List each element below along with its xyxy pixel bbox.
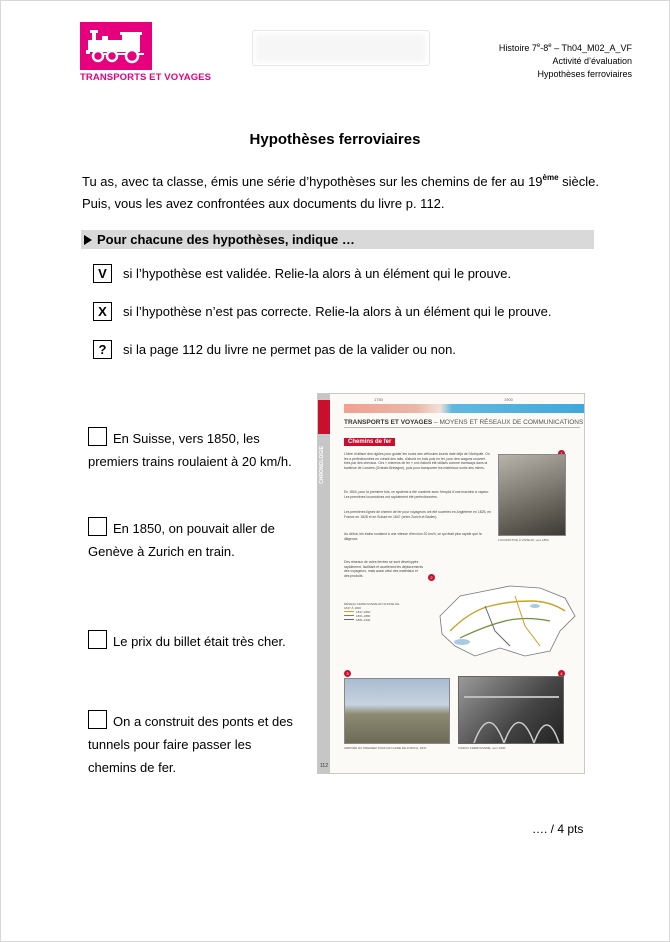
instruction-bar [81,230,594,249]
answer-checkbox[interactable] [88,517,107,536]
book-photo-caption: LOCOMOTIVE À VAPEUR, vers 1850 [498,538,549,542]
book-heading: TRANSPORTS ET VOYAGES – MOYENS ET RÉSEAUX DE COMMUNICATIONS [344,419,584,426]
legend-invalid [93,302,552,321]
book-photo-caption: VIADUC FERROVIAIRE, vers 1900 [458,746,506,750]
hypothesis-text: En Suisse, vers 1850, les premiers trains roulaient à 20 km/h. [88,431,292,469]
book-strip-label: CHRONOLOGIE [319,446,325,484]
answer-checkbox[interactable] [88,630,107,649]
book-rule [344,427,580,428]
book-map-switzerland [430,576,580,666]
answer-checkbox[interactable] [88,710,107,729]
book-photo-station [344,678,450,744]
book-paragraph: Les premières lignes de chemin de fer pour voyageurs ont été ouvertes en Angleterre en 1825, en France en 1828 et en Suisse en 1847 (entre Zurich et Baden). [344,510,492,519]
legend-text: si l’hypothèse est validée. Relie-la alors à un élément qui le prouve. [123,266,512,281]
legend-valid [93,264,511,283]
legend-text: si l’hypothèse n’est pas correcte. Relie-la alors à un élément qui le prouve. [123,304,552,319]
book-timeline [344,404,584,413]
train-icon [84,26,148,66]
book-side-strip [318,394,330,773]
legend-symbol: X [93,302,112,321]
book-paragraph: En 1804, pour la première fois, ce système a été combiné avec l’emploi d’une machine à vapeur. Les premières locomotives ont rapidement été perfectionnées. [344,490,490,499]
book-paragraph: L’idée d’utiliser des rigoles pour guider les roues des véhicules lourds date déjà de l’Antiquité. On les a perfectionnées en créant des rails, d’abord en bois puis en fer, pour des wagons souvent tirés par des chevaux. Ces « chemins de fer » ont d’abord été utilisés comme tramways dans la banlieue de Londres (Grande-Bretagne), puis pour transporter les matériaux sortis des mines. [344,452,490,470]
intro-paragraph: Tu as, avec ta classe, émis une série d’hypothèses sur les chemins de fer au 19ème siècle. Puis, vous les avez confrontées aux documents du livre p. 112. [82,173,600,211]
book-marker: 4 [558,670,565,677]
book-side-tab [318,400,330,434]
meta-line-1: Histoire 7e-8e – Th04_M02_A_VF [498,43,632,53]
meta-line-3: Hypothèses ferroviaires [537,69,632,79]
hypothesis-text: Le prix du billet était très cher. [113,634,286,649]
book-page-number: 112 [320,763,328,769]
legend-unknown [93,340,456,359]
triangle-icon [84,235,92,245]
answer-checkbox[interactable] [88,427,107,446]
book-paragraph: Des réseaux de voies ferrées se sont développés rapidement, facilitant et accélérant les déplacements des voyageurs, mais aussi celui des matériaux et des produits. [344,560,423,578]
book-marker: 2 [428,574,435,581]
logo [80,22,152,70]
score: …. / 4 pts [532,822,584,836]
name-field[interactable] [252,30,430,66]
hypothesis-4 [88,710,303,779]
hypothesis-2 [88,517,303,563]
book-page-image [317,393,585,774]
book-section-tag: Chemins de fer [344,438,395,446]
hypothesis-text: En 1850, on pouvait aller de Genève à Zurich en train. [88,521,275,559]
meta-line-2: Activité d’évaluation [552,56,632,66]
book-marker: 3 [344,670,351,677]
hypothesis-1 [88,427,303,473]
instruction-text: Pour chacune des hypothèses, indique … [97,232,355,247]
legend-text: si la page 112 du livre ne permet pas de la valider ou non. [123,342,456,357]
legend-symbol: V [93,264,112,283]
book-paragraph: Au début, les trains roulaient à une vitesse d’environ 20 km/h, ce qui était plus rapide que la diligence. [344,532,482,541]
document-meta [499,40,632,81]
book-photo-caption: ARRIVÉE DU PREMIER TRAIN EN GARE DE ZURICH, 1847 [344,746,427,750]
hypothesis-text: On a construit des ponts et des tunnels pour faire passer les chemins de fer. [88,714,293,775]
legend-symbol: ? [93,340,112,359]
book-timeline-marks: 1750 1900 [374,397,513,402]
viaduct-drawing [459,677,563,743]
book-photo-viaduct [458,676,564,744]
book-map-legend: RÉSEAU FERROVIAIRE EN SUISSE DE 1847 À 1900 1847-1860 1861-1880 1881-1900 [344,602,400,622]
page-title: Hypothèses ferroviaires [249,131,421,148]
hypothesis-3 [88,630,303,653]
logo-text: TRANSPORTS ET VOYAGES [80,72,212,83]
book-photo-locomotive [498,454,566,536]
